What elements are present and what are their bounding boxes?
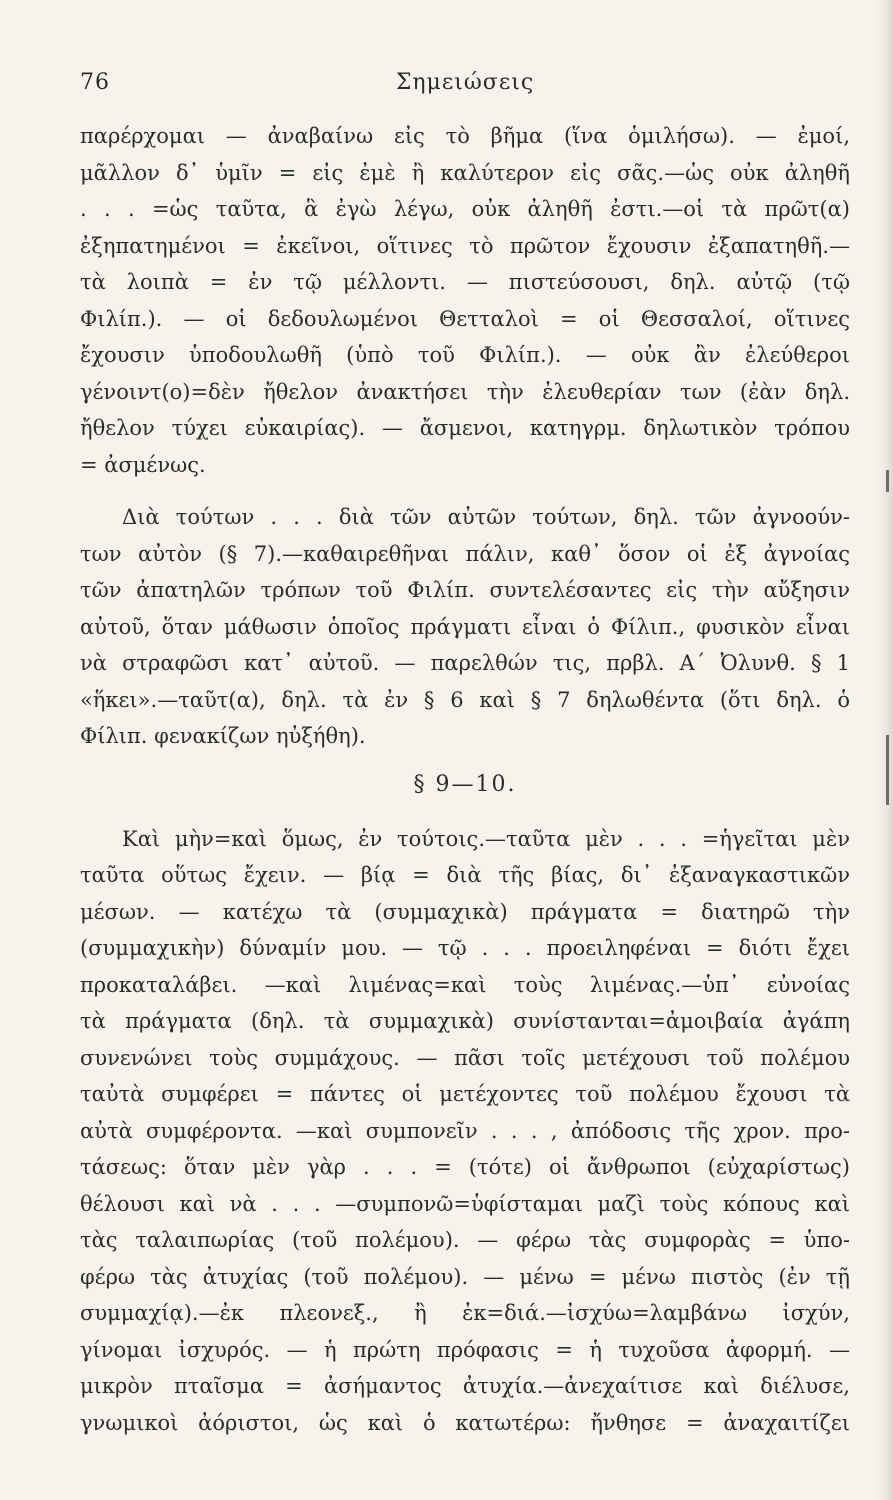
text-line: Φίλιπ. φενακίζων ηὐξήθη). <box>80 724 366 748</box>
text-line: ἔχουσιν ὑποδουλωθῆ (ὑπὸ τοῦ Φιλίπ.). — οὐκ ἂν ἐλεύθεροι <box>80 343 850 367</box>
text-line: νὰ στραφῶσι κατ᾽ αὐτοῦ. — παρελθών τις, πρβλ. Α´ Ὀλυνθ. § 1 <box>80 651 850 675</box>
text-line: = ἀσμένως. <box>80 452 206 477</box>
text-line: Διὰ τούτων . . . διὰ τῶν αὐτῶν τούτων, δηλ. τῶν ἀγνοούν- <box>122 505 850 529</box>
text-line: παρέρχομαι — ἀναβαίνω εἰς τὸ βῆμα (ἵνα ὁμιλήσω). — ἐμοί, <box>80 124 850 148</box>
text-line: αὐτοῦ, ὅταν μάθωσιν ὁποῖος πράγματι εἶναι ὁ Φίλιπ., φυσικὸν εἶναι <box>80 614 850 639</box>
text-line: τὰ πράγματα (δηλ. τὰ συμμαχικὰ) συνίστανται=ἀμοιβαία ἀγάπη <box>80 1009 850 1033</box>
text-line: των αὐτὸν (§ 7).—καθαιρεθῆναι πάλιν, καθ᾽ ὅσον οἱ ἐξ ἀγνοίας <box>80 541 850 566</box>
text-line: συμμαχίᾳ).—ἐκ πλεονεξ., ἢ ἐκ=διά.—ἰσχύω=λαμβάνω ἰσχύν, <box>80 1301 850 1325</box>
text-line: προκαταλάβει. —καὶ λιμένας=καὶ τοὺς λιμένας.—ὑπ᾽ εὐνοίας <box>80 972 850 997</box>
page-header <box>80 70 850 110</box>
notes-paragraph-2 <box>80 499 850 755</box>
notes-paragraph-1 <box>80 118 850 483</box>
text-line: «ἥκει».—ταῦτ(α), δηλ. τὰ ἐν § 6 καὶ § 7 δηλωθέντα (ὅτι δηλ. ὁ <box>80 687 850 712</box>
text-line: αὐτὰ συμφέροντα. —καὶ συμπονεῖν . . . , ἀπόδοσις τῆς χρον. προ- <box>80 1118 850 1143</box>
text-line: τὰς ταλαιπωρίας (τοῦ πολέμου). — φέρω τὰς συμφορὰς = ὑπο- <box>80 1228 850 1252</box>
text-line: φέρω τὰς ἀτυχίας (τοῦ πολέμου). — μένω = μένω πιστὸς (ἐν τῇ <box>80 1264 850 1289</box>
notes-paragraph-3 <box>80 821 850 1442</box>
page-number: 76 <box>80 70 110 95</box>
text-line: γνωμικοὶ ἀόριστοι, ὡς καὶ ὁ κατωτέρω: ἤνθησε = ἀναχαιτίζει <box>80 1410 850 1435</box>
section-heading: § 9—10. <box>413 771 517 797</box>
text-line: ταὐτὰ συμφέρει = πάντες οἱ μετέχοντες τοῦ πολέμου ἔχουσι τὰ <box>80 1082 850 1106</box>
text-line: Καὶ μὴν=καὶ ὅμως, ἐν τούτοις.—ταῦτα μὲν . . . =ἡγεῖται μὲν <box>122 826 850 851</box>
text-line: ταῦτα οὕτως ἔχειν. — βίᾳ = διὰ τῆς βίας, δι᾽ ἐξαναγκαστικῶν <box>80 863 850 887</box>
text-line: ἐξηπατημένοι = ἐκεῖνοι, οἵτινες τὸ πρῶτον ἔχουσιν ἐξαπατηθῆ.— <box>80 233 850 258</box>
text-line: Φιλίπ.). — οἱ δεδουλωμένοι Θετταλοὶ = οἱ Θεσσαλοί, οἵτινες <box>80 306 850 331</box>
text-line: μέσων. — κατέχω τὰ (συμμαχικὰ) πράγματα = διατηρῶ τὴν <box>80 899 850 924</box>
text-line: τάσεως: ὅταν μὲν γὰρ . . . = (τότε) οἱ ἄνθρωποι (εὐχαρίστως) <box>80 1155 850 1179</box>
text-line: ἤθελον τύχει εὐκαιρίας). — ἄσμενοι, κατηγρμ. δηλωτικὸν τρόπου <box>80 416 850 440</box>
text-line: (συμμαχικὴν) δύναμίν μου. — τῷ . . . προειληφέναι = διότι ἔχει <box>80 936 850 960</box>
text-line: γένοιντ(ο)=δὲν ἤθελον ἀνακτήσει τὴν ἐλευθερίαν των (ἐὰν δηλ. <box>80 379 850 404</box>
edge-mark <box>886 470 889 492</box>
text-line: γίνομαι ἰσχυρός. — ἡ πρώτη πρόφασις = ἡ τυχοῦσα ἀφορμή. — <box>80 1337 850 1362</box>
text-line: τῶν ἀπατηλῶν τρόπων τοῦ Φιλίπ. συντελέσαντες εἰς τὴν αὔξησιν <box>80 578 850 602</box>
running-title: Σημειώσεις <box>395 70 535 95</box>
text-line: μικρὸν πταῖσμα = ἀσήμαντος ἀτυχία.—ἀνεχαίτισε καὶ διέλυσε, <box>80 1374 850 1398</box>
text-line: τὰ λοιπὰ = ἐν τῷ μέλλοντι. — πιστεύσουσι, δηλ. αὐτῷ (τῷ <box>80 270 850 294</box>
text-line: συνενώνει τοὺς συμμάχους. — πᾶσι τοῖς μετέχουσι τοῦ πολέμου <box>80 1045 850 1070</box>
notes-body <box>80 118 850 1441</box>
text-line: . . . =ὡς ταῦτα, ἃ ἐγὼ λέγω, οὐκ ἀληθῆ ἐστι.—οἱ τὰ πρῶτ(α) <box>80 197 850 221</box>
text-line: θέλουσι καὶ νὰ . . . —συμπονῶ=ὑφίσταμαι μαζὶ τοὺς κόπους καὶ <box>80 1191 850 1216</box>
edge-mark <box>886 735 889 805</box>
scan-edge-shadow <box>877 0 893 1500</box>
text-line: μᾶλλον δ᾽ ὑμῖν = εἰς ἐμὲ ἢ καλύτερον εἰς σᾶς.—ὡς οὐκ ἀληθῆ <box>80 160 850 185</box>
